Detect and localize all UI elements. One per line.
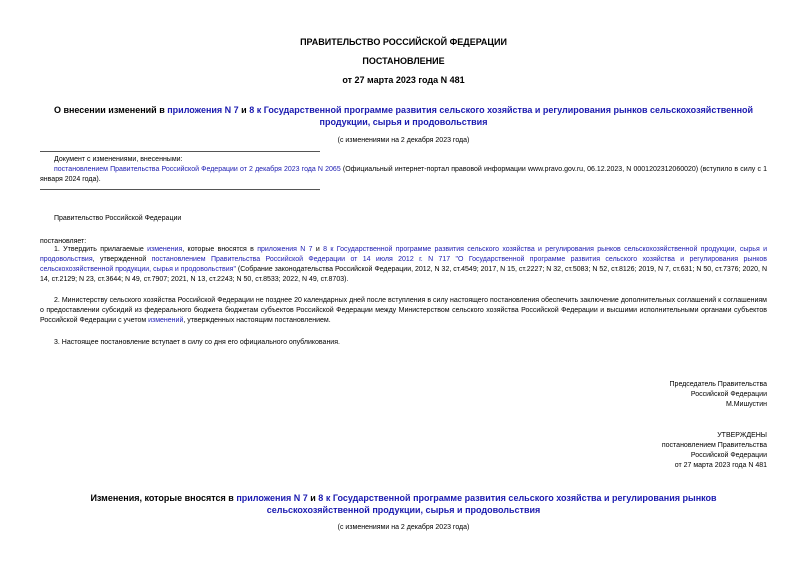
signature-title: Председатель Правительства (669, 381, 767, 388)
approved-country: Российской Федерации (690, 452, 767, 459)
document-type: ПОСТАНОВЛЕНИЕ (362, 56, 445, 66)
government-heading: ПРАВИТЕЛЬСТВО РОССИЙСКОЙ ФЕДЕРАЦИИ (300, 37, 507, 47)
paragraph-2 (40, 296, 767, 326)
signature-name: М.Мишустин (725, 401, 767, 408)
signature-block (467, 380, 767, 410)
divider-top (40, 151, 320, 152)
appendix-title (40, 492, 767, 516)
p1-text-5: (Собрание законодательства Российской Федерации, 2012, N 32, ст.4549; 2017, N 15, ст.2227; N 32, ст.5083; N 52, ст.8126; 2019, N 7, ст.631; N 50, ст.7376; 2020, N 14, ст.2129; N 23, ст.3644; N 49, ст.7907; 2021, N 13, ст.2243; N 50, ст.8533; 2022, N 49, ст.8703). (40, 266, 767, 283)
approved-label: УТВЕРЖДЕНЫ (717, 432, 767, 439)
revision-note: (с изменениями на 2 декабря 2023 года) (337, 137, 470, 144)
changes-intro: Документ с изменениями, внесенными: (54, 156, 183, 163)
p1-text-3: и (312, 246, 324, 253)
changes-link-decree-2065[interactable]: постановлением Правительства Российской Федерации от 2 декабря 2023 года N 2065 (54, 166, 341, 173)
appendix-link-program[interactable]: к Государственной программе развития сельского хозяйства и регулирования рынков сельскохозяйственной продукции, сырья и продовольствия (266, 493, 717, 515)
divider-bottom (40, 189, 320, 190)
resolves-line: постановляет: (40, 238, 87, 245)
title-prefix: О внесении изменений в (53, 105, 168, 115)
p1-text-1: 1. Утвердить прилагаемые (54, 246, 148, 253)
p1-text-4: , утвержденной (92, 256, 152, 263)
paragraph-1 (40, 245, 767, 285)
approved-block (467, 431, 767, 471)
p1-link-decree-717[interactable]: постановлением Правительства Российской Федерации от 14 июля 2012 г. N 717 "О Государственной программе развития сельского хозяйства и регулирования рынков сельскохозяйственной продукции, сырья и продовольствия" (40, 256, 767, 273)
paragraph-3: 3. Настоящее постановление вступает в силу со дня его официального опубликования. (54, 339, 340, 346)
title-link-appendix-8[interactable]: 8 (249, 105, 255, 115)
p2-text-1: 2. Министерству сельского хозяйства Российской Федерации не позднее 20 календарных дней после вступления в силу настоящего постановления обеспечить заключение дополнительных соглашений к соглашениям о предоставлении субсидий из федерального бюджета бюджетам субъектов Российской Федерации между Министерством сельского хозяйства Российской Федерации и высшими исполнительными органами субъектов Российской Федерации с учетом (40, 297, 767, 324)
p1-link-appendix-8[interactable]: 8 к Государственной программе развития сельского хозяйства и регулирования рынков сельскохозяйственной продукции, сырья и продовольствия (40, 246, 767, 263)
changes-rest: (Официальный интернет-портал правовой информации www.pravo.gov.ru, 06.12.2023, N 0001202312060020) (вступило в силу с 1 января 2024 года). (40, 166, 767, 183)
document-title (40, 104, 767, 128)
title-and: и (238, 105, 250, 115)
changes-detail (40, 165, 767, 185)
document-date-number: от 27 марта 2023 года N 481 (342, 75, 465, 85)
p1-link-appendix-7[interactable]: приложения N 7 (257, 246, 313, 253)
appendix-prefix: Изменения, которые вносятся в (90, 493, 237, 503)
appendix-revision-note: (с изменениями на 2 декабря 2023 года) (337, 524, 470, 531)
approved-date: от 27 марта 2023 года N 481 (674, 462, 767, 469)
appendix-link-appendix-8[interactable]: 8 (318, 493, 324, 503)
p2-link-changes[interactable]: изменений (148, 317, 184, 324)
appendix-link-appendix-7[interactable]: приложения N 7 (236, 493, 308, 503)
title-link-program[interactable]: к Государственной программе развития сельского хозяйства и регулирования рынков сельскохозяйственной продукции, сырья и продовольствия (254, 105, 754, 127)
p2-text-2: , утвержденных настоящим постановлением. (183, 317, 331, 324)
government-line: Правительство Российской Федерации (54, 215, 182, 222)
p1-link-changes[interactable]: изменения (147, 246, 183, 253)
title-link-appendix-7[interactable]: приложения N 7 (167, 105, 239, 115)
p1-text-2: , которые вносятся в (182, 246, 258, 253)
signature-country: Российской Федерации (690, 391, 767, 398)
approved-by: постановлением Правительства (661, 442, 767, 449)
appendix-and: и (307, 493, 319, 503)
